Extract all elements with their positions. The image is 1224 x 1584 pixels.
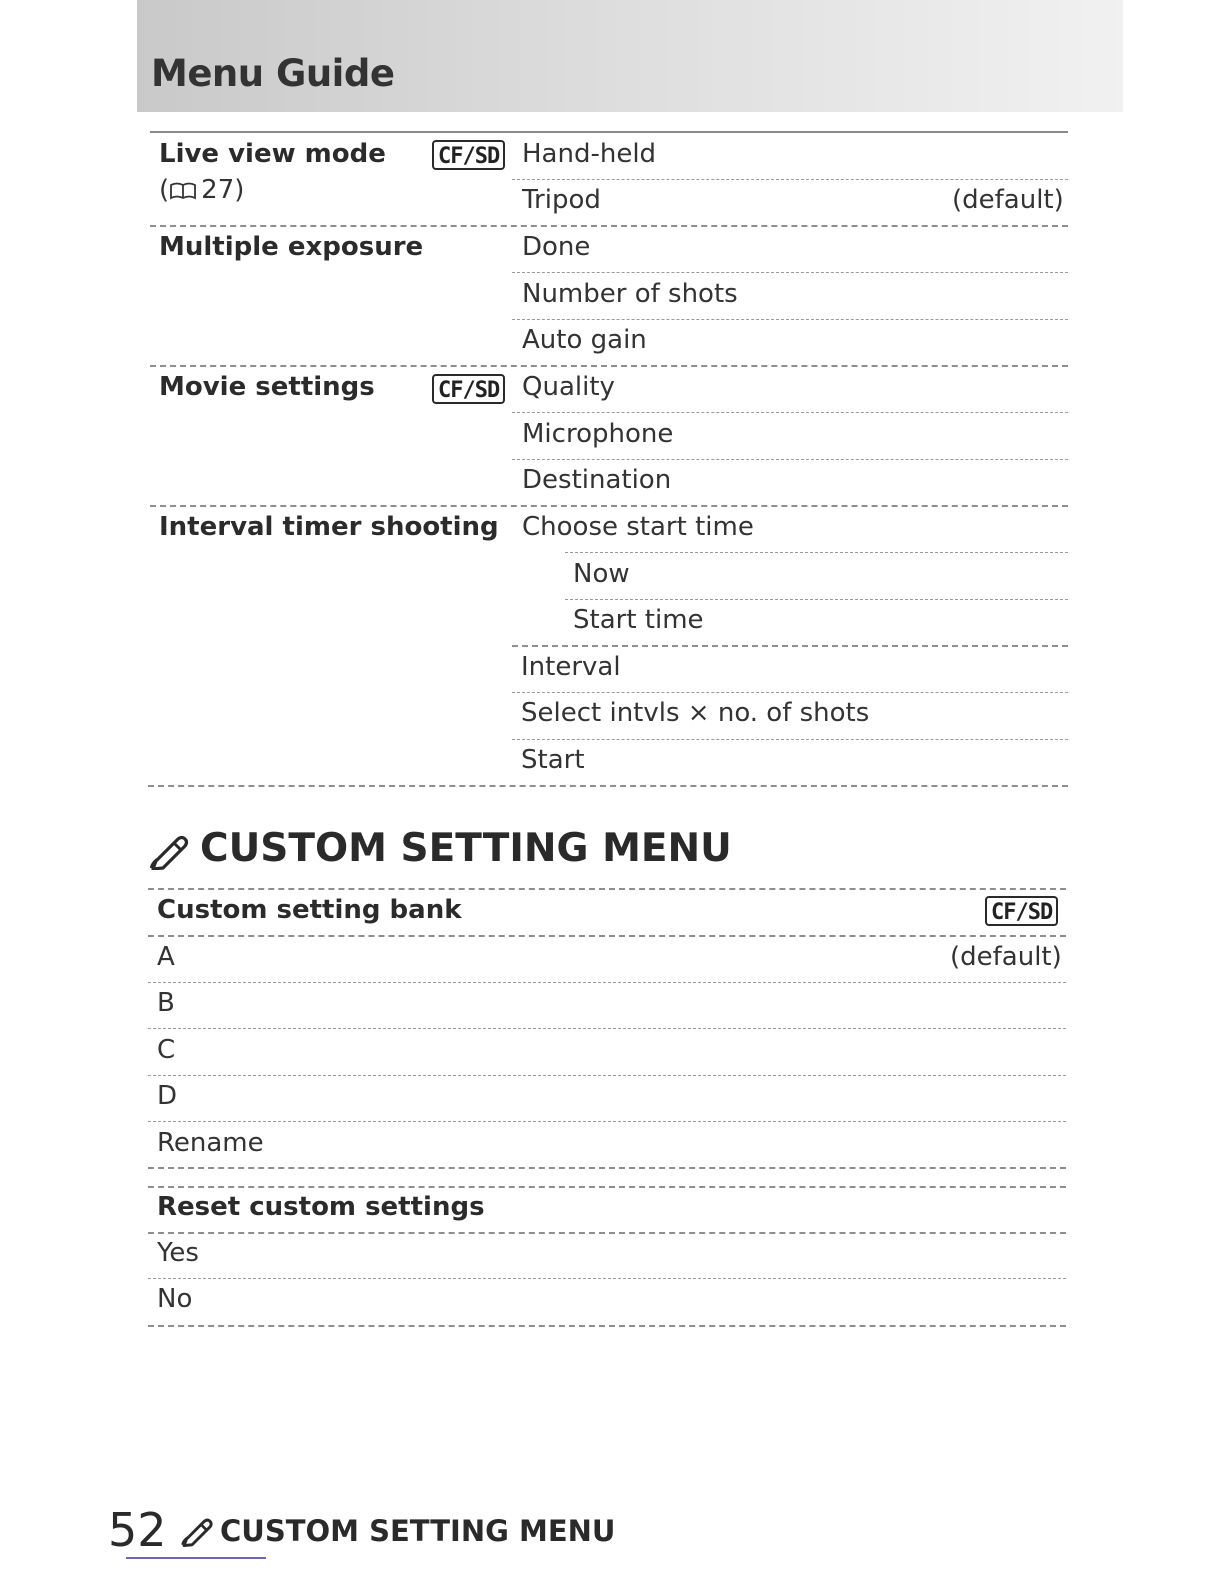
option-choose-start-time: Choose start time bbox=[522, 512, 754, 542]
row-divider bbox=[512, 459, 1068, 460]
default-note: (default) bbox=[952, 185, 1064, 215]
table-top-rule bbox=[148, 1186, 1066, 1188]
group-divider bbox=[150, 365, 1068, 367]
multiple-exposure-label: Multiple exposure bbox=[159, 232, 424, 262]
book-icon bbox=[169, 181, 197, 201]
bank-option-rename: Rename bbox=[157, 1128, 264, 1158]
option-start-time: Start time bbox=[573, 605, 704, 635]
row-divider bbox=[565, 599, 1068, 600]
row-divider bbox=[148, 1028, 1066, 1029]
movie-settings-label: Movie settings bbox=[159, 372, 375, 402]
pencil-icon bbox=[180, 1515, 214, 1547]
row-divider bbox=[512, 739, 1068, 740]
row-divider bbox=[148, 982, 1066, 983]
option-destination: Destination bbox=[522, 465, 672, 495]
table-top-rule bbox=[148, 888, 1066, 890]
header-divider bbox=[148, 1232, 1066, 1234]
row-divider bbox=[512, 692, 1068, 693]
row-divider bbox=[148, 1278, 1066, 1279]
footer-section-title: CUSTOM SETTING MENU bbox=[220, 1514, 616, 1548]
row-divider bbox=[512, 319, 1068, 320]
group-divider bbox=[150, 505, 1068, 507]
interval-timer-label: Interval timer shooting bbox=[159, 512, 499, 542]
header-divider bbox=[148, 935, 1066, 937]
row-divider bbox=[512, 645, 1068, 647]
live-view-mode-label: Live view mode bbox=[159, 139, 386, 169]
reset-option-yes: Yes bbox=[157, 1238, 199, 1268]
live-view-page-ref: ( 27) bbox=[159, 175, 245, 205]
table-bottom-rule bbox=[148, 1167, 1066, 1169]
row-divider bbox=[512, 179, 1068, 180]
option-hand-held: Hand-held bbox=[522, 139, 657, 169]
option-quality: Quality bbox=[522, 372, 615, 402]
bank-option-c: C bbox=[157, 1035, 176, 1065]
pencil-icon bbox=[148, 832, 190, 870]
table-bottom-rule bbox=[148, 785, 1068, 787]
reset-option-no: No bbox=[157, 1284, 193, 1314]
bank-option-b: B bbox=[157, 988, 175, 1018]
option-select-intervals: Select intvls × no. of shots bbox=[521, 698, 870, 728]
cf-sd-badge: CF/SD bbox=[985, 896, 1058, 926]
row-divider bbox=[512, 412, 1068, 413]
option-now: Now bbox=[573, 559, 630, 589]
custom-setting-bank-label: Custom setting bank bbox=[157, 895, 462, 925]
option-done: Done bbox=[522, 232, 591, 262]
option-auto-gain: Auto gain bbox=[522, 325, 647, 355]
table-top-rule bbox=[150, 131, 1068, 133]
bank-option-a: A bbox=[157, 942, 175, 972]
page-header bbox=[137, 0, 1123, 112]
option-tripod: Tripod bbox=[522, 185, 601, 215]
option-number-of-shots: Number of shots bbox=[522, 279, 738, 309]
live-view-page-number: 27 bbox=[201, 175, 235, 205]
page-number: 52 bbox=[108, 1503, 167, 1557]
section-title: CUSTOM SETTING MENU bbox=[200, 826, 732, 871]
reset-custom-settings-label: Reset custom settings bbox=[157, 1192, 485, 1222]
cf-sd-badge: CF/SD bbox=[432, 140, 505, 170]
row-divider bbox=[512, 272, 1068, 273]
option-start: Start bbox=[521, 745, 585, 775]
default-note: (default) bbox=[950, 942, 1062, 972]
option-interval: Interval bbox=[521, 652, 621, 682]
group-divider bbox=[150, 225, 1068, 227]
page-title: Menu Guide bbox=[151, 52, 395, 95]
option-microphone: Microphone bbox=[522, 419, 674, 449]
row-divider bbox=[565, 552, 1068, 553]
bank-option-d: D bbox=[157, 1081, 178, 1111]
row-divider bbox=[148, 1121, 1066, 1122]
row-divider bbox=[148, 1075, 1066, 1076]
table-bottom-rule bbox=[148, 1325, 1066, 1327]
footer-underline bbox=[126, 1557, 266, 1559]
cf-sd-badge: CF/SD bbox=[432, 374, 505, 404]
